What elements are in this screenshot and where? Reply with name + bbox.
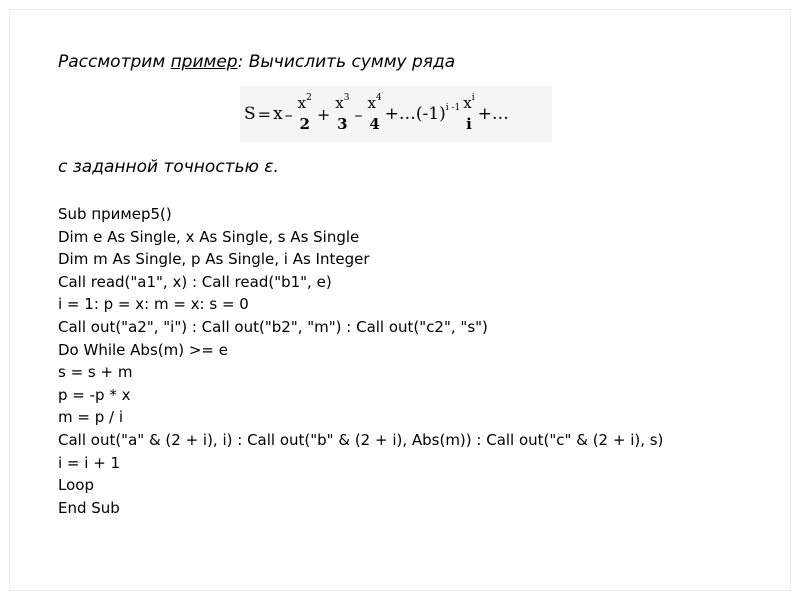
term-3-denominator: 4 bbox=[369, 115, 380, 133]
formula-term-3 bbox=[366, 93, 382, 133]
code-line: p = -p * x bbox=[58, 385, 131, 404]
formula-lhs: S bbox=[244, 104, 256, 124]
code-line: Call read("a1", x) : Call read("b1", e) bbox=[58, 272, 332, 291]
code-line: i = i + 1 bbox=[58, 453, 121, 472]
intro-underlined-word: пример bbox=[170, 52, 238, 72]
code-line: i = 1: p = x: m = x: s = 0 bbox=[58, 295, 249, 314]
formula-term-2 bbox=[334, 93, 350, 133]
vba-code-listing bbox=[58, 203, 663, 519]
formula-plus-1: + bbox=[316, 104, 331, 124]
code-line: Loop bbox=[58, 476, 94, 495]
series-formula bbox=[240, 86, 552, 142]
formula-row bbox=[244, 86, 509, 142]
formula-x: x bbox=[273, 104, 283, 124]
formula-term-general bbox=[462, 93, 475, 133]
intro-part-2: : Вычислить сумму ряда bbox=[237, 52, 456, 72]
term-2-numerator: $x^3$ bbox=[335, 93, 350, 112]
formula-term-1 bbox=[297, 93, 313, 133]
code-line: s = s + m bbox=[58, 363, 133, 382]
formula-tail: +… bbox=[477, 104, 509, 124]
code-line: End Sub bbox=[58, 498, 120, 517]
term-general-numerator: $x^i$ bbox=[463, 93, 475, 112]
code-line: Dim e As Single, x As Single, s As Single bbox=[58, 227, 360, 246]
term-1-numerator: $x^2$ bbox=[297, 93, 312, 112]
code-line: Call out("a2", "i") : Call out("b2", "m") : Call out("c2", "s") bbox=[58, 317, 488, 336]
term-3-numerator: $x^4$ bbox=[367, 93, 382, 112]
code-line: m = p / i bbox=[58, 408, 123, 427]
term-general-denominator: i bbox=[466, 115, 472, 133]
code-line: Do While Abs(m) >= e bbox=[58, 340, 228, 359]
accuracy-text: с заданной точностью ε. bbox=[58, 157, 279, 177]
term-2-denominator: 3 bbox=[337, 115, 348, 133]
intro-text bbox=[58, 52, 455, 72]
formula-sign-term: $(-1)^{i -1}$ bbox=[415, 103, 461, 124]
code-line: Sub пример5() bbox=[58, 205, 172, 223]
intro-part-1: Рассмотрим bbox=[58, 52, 171, 72]
code-line: Dim m As Single, p As Single, i As Integer bbox=[58, 250, 370, 269]
term-1-denominator: 2 bbox=[299, 115, 310, 133]
code-line: Call out("a" & (2 + i), i) : Call out("b" & (2 + i), Abs(m)) : Call out("c" & (2 + i), s) bbox=[58, 430, 664, 449]
formula-minus-1: – bbox=[284, 104, 293, 124]
formula-plus-dots: +… bbox=[384, 104, 416, 124]
formula-equals: = bbox=[257, 104, 272, 124]
formula-minus-2: – bbox=[354, 104, 363, 124]
